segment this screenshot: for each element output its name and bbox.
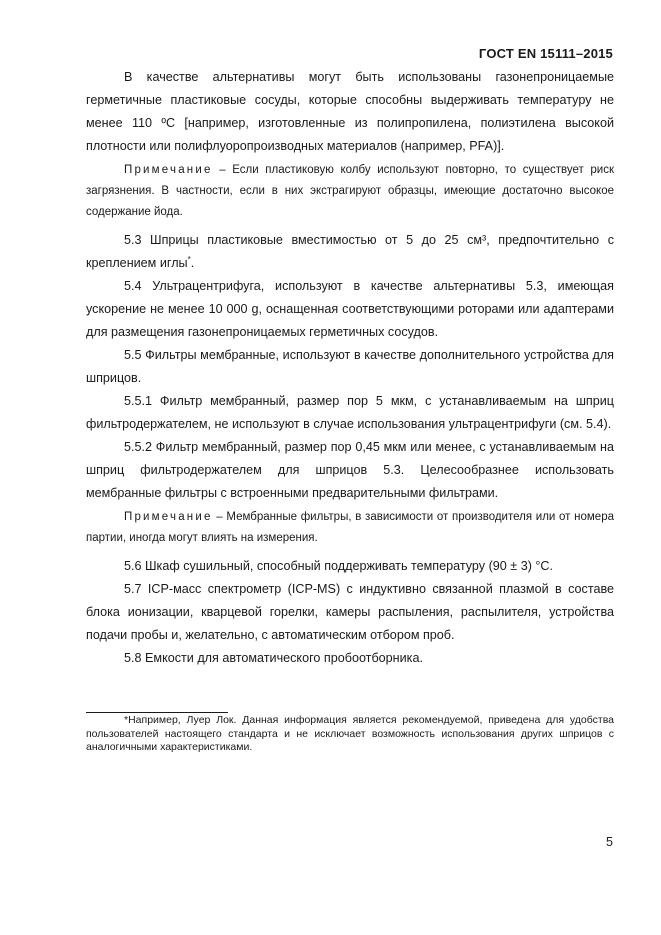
note-membrane-filters bbox=[86, 507, 614, 549]
note-plastic-flask bbox=[86, 160, 614, 223]
section-5-6: 5.6 Шкаф сушильный, способный поддерживать температуру (90 ± 3) °С. bbox=[124, 559, 554, 573]
note-label: Примечание bbox=[124, 511, 213, 523]
note-label: Примечание bbox=[124, 164, 213, 176]
section-5-5: 5.5 Фильтры мембранные, используют в качестве дополнительного устройства для шприцов. bbox=[86, 348, 614, 385]
page-number: 5 bbox=[606, 835, 613, 849]
footnote-divider bbox=[86, 712, 228, 713]
note-text: – Если пластиковую колбу используют повторно, то существует риск загрязнения. В частности, если в них экстрагируют образцы, имеющие достаточно высокое содержание йода. bbox=[86, 164, 614, 218]
section-5-3 bbox=[86, 229, 614, 275]
section-5-5-1: 5.5.1 Фильтр мембранный, размер пор 5 мкм, с устанавливаемым на шприц фильтродержателем, не используют в случае использования ультрацентрифуги (см. 5.4). bbox=[86, 394, 614, 431]
section-5-5-2: 5.5.2 Фильтр мембранный, размер пор 0,45 мкм или менее, с устанавливаемым на шприц фильтродержателем для шприцов 5.3. Целесообразнее использовать мембранные фильтры с встроенными предварительными фильтрами. bbox=[86, 440, 614, 500]
footnote-reference-mark: * bbox=[187, 254, 191, 264]
footnote-mark: * bbox=[124, 714, 129, 726]
paragraph-alt-vessels: В качестве альтернативы могут быть использованы газонепроницаемые герметичные пластиковые сосуды, которые способны выдерживать температуру не менее 110 ºС [например, изготовленные из полипропилена, полиэтилена высокой плотности или полифлуоропроизводных материалов (например, PFA)]. bbox=[86, 70, 614, 153]
section-5-8: 5.8 Емкости для автоматического пробоотборника. bbox=[124, 651, 423, 665]
document-body bbox=[86, 66, 614, 670]
section-5-7: 5.7 ICP-масс спектрометр (ICP-MS) с индуктивно связанной плазмой в составе блока ионизации, кварцевой горелки, камеры распыления, распылителя, устройства подачи пробы и, желательно, с автоматическим отбором проб. bbox=[86, 582, 614, 642]
footnote bbox=[86, 714, 614, 755]
section-5-3-end: . bbox=[190, 256, 195, 270]
section-5-4: 5.4 Ультрацентрифуга, используют в качестве альтернативы 5.3, имеющая ускорение не менее 10 000 g, оснащенная соответствующими роторами или адаптерами для размещения газонепроницаемых герметичных сосудов. bbox=[86, 279, 614, 339]
footnote-text: Например, Луер Лок. Данная информация является рекомендуемой, приведена для удобства пользователей настоящего стандарта и не исключает возможность использования других шприцов с аналогичными характеристиками. bbox=[86, 714, 614, 753]
document-header: ГОСТ EN 15111–2015 bbox=[478, 46, 613, 61]
section-5-3-text: 5.3 Шприцы пластиковые вместимостью от 5 до 25 см³, предпочтительно с креплением иглы bbox=[86, 233, 614, 270]
note-text: – Мембранные фильтры, в зависимости от производителя или от номера партии, иногда могут влиять на измерения. bbox=[86, 511, 614, 544]
